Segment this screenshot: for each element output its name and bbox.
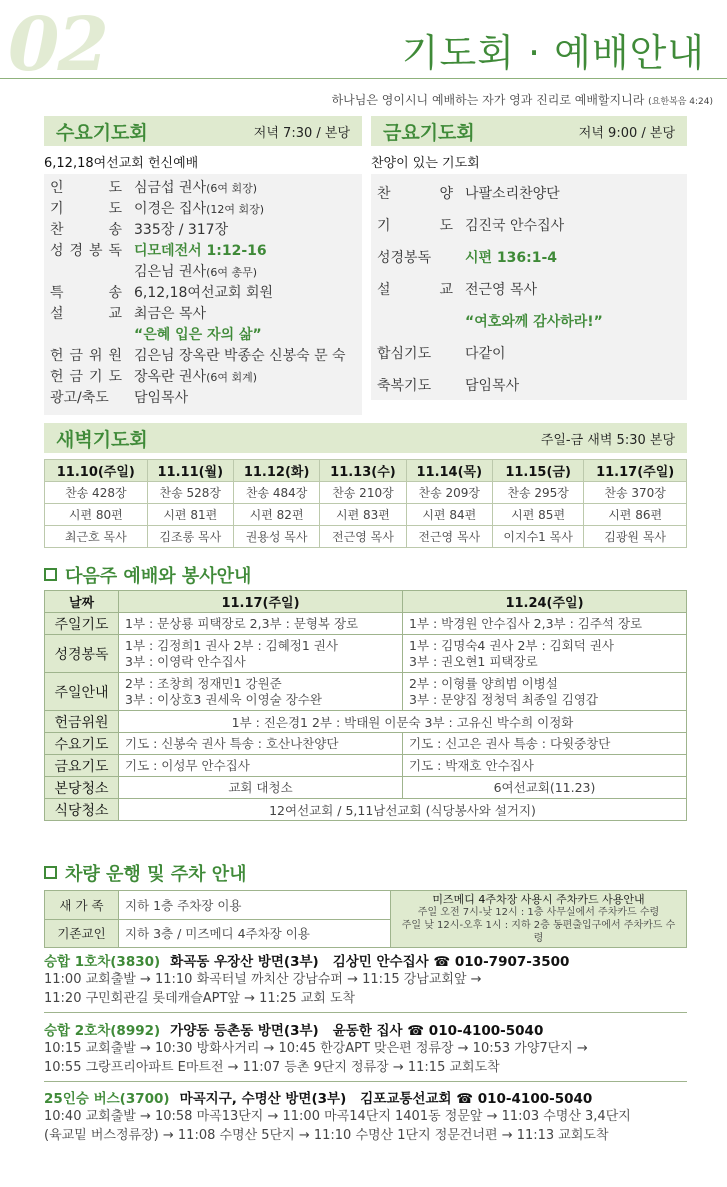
dawn-psalm: 시편 84편	[406, 504, 492, 526]
dawn-header	[44, 423, 687, 453]
label-char: 도	[108, 369, 122, 385]
label-char: 송	[108, 222, 122, 238]
label-char: 축복기도	[377, 378, 432, 394]
label-char: 교	[439, 282, 453, 298]
friday-row-value	[465, 210, 679, 242]
next-week-row-label: 주일기도	[45, 613, 119, 635]
value-note: (6여 회계)	[206, 371, 258, 384]
label-char: 설	[50, 306, 64, 322]
bus-driver-contact: 윤동한 집사 ☎ 010-4100-5040	[332, 1023, 544, 1039]
friday-row	[377, 338, 679, 370]
next-week-row	[45, 613, 687, 635]
dawn-leader: 김조롱 목사	[147, 526, 233, 548]
dawn-day: 11.10(주일)	[45, 460, 148, 482]
label-char: 금	[69, 348, 84, 364]
title-divider	[0, 78, 727, 79]
dawn-day: 11.15(금)	[492, 460, 583, 482]
wednesday-program	[44, 174, 362, 415]
wednesday-row	[50, 325, 354, 346]
label-char: 성	[50, 243, 64, 259]
friday-row-value	[465, 274, 679, 306]
wednesday-row	[50, 388, 354, 409]
value-note: (6여 회장)	[206, 182, 258, 195]
next-week-row	[45, 799, 687, 821]
dawn-hymn: 찬송 528장	[147, 482, 233, 504]
next-week-cell-b	[403, 613, 687, 635]
dawn-psalm: 시편 83편	[320, 504, 406, 526]
bus-route	[44, 950, 687, 1013]
next-week-row-label: 식당청소	[45, 799, 119, 821]
cell-line: 6여선교회(11.23)	[493, 779, 596, 795]
next-week-cell-b	[403, 733, 687, 755]
friday-title: 금요기도회	[383, 121, 475, 144]
dawn-time: 주일-금 새벽 5:30 본당	[540, 432, 675, 448]
friday-row	[377, 370, 679, 402]
next-week-merged-cell: 1부 : 진은경1 2부 : 박태원 이문숙 3부 : 고유신 박수희 이정화	[119, 711, 687, 733]
parking-label: 새 가 족	[45, 891, 119, 920]
wednesday-row-value	[134, 325, 354, 346]
next-week-cell-b	[403, 673, 687, 711]
friday-row-label	[377, 306, 465, 338]
label-char: 위	[88, 348, 103, 364]
parking-heading-text: 차량 운행 및 주차 안내	[65, 864, 247, 885]
friday-row-label	[377, 178, 465, 210]
next-week-heading-text: 다음주 예배와 봉사안내	[65, 566, 252, 587]
wednesday-row-label	[50, 199, 134, 220]
bus-route-header	[44, 950, 687, 970]
next-week-merged-cell: 12여선교회 / 5,11남선교회 (식당봉사와 설거지)	[119, 799, 687, 821]
next-week-cell-b	[403, 777, 687, 799]
label-char: 성경봉독	[377, 250, 432, 266]
dawn-psalm: 시편 81편	[147, 504, 233, 526]
parking-value: 지하 1층 주차장 이용	[119, 891, 391, 920]
label-char: 기	[50, 201, 64, 217]
next-week-row	[45, 777, 687, 799]
bus-name: 승합 2호차(8992)	[44, 1023, 161, 1039]
friday-row-value	[465, 338, 679, 370]
value-text: “여호와께 감사하라!”	[465, 314, 603, 330]
wednesday-row-value	[134, 241, 354, 262]
bus-driver-contact: 김상민 안수집사 ☎ 010-7907-3500	[332, 954, 570, 970]
next-week-row	[45, 755, 687, 777]
dawn-day: 11.12(화)	[233, 460, 319, 482]
wednesday-row-label	[50, 241, 134, 262]
wednesday-service	[44, 116, 362, 415]
value-text: 6,12,18여선교회 회원	[134, 285, 274, 301]
wednesday-row-label	[50, 325, 134, 346]
parking-card-note	[391, 891, 687, 948]
parking-heading	[44, 860, 247, 886]
wednesday-row-value	[134, 262, 354, 283]
checkbox-square-icon	[44, 866, 57, 879]
parking-note-title: 미즈메디 4주차장 사용시 주차카드 사용안내	[432, 893, 645, 906]
next-week-cell-b	[403, 635, 687, 673]
wednesday-subtitle: 6,12,18여선교회 헌신예배	[44, 156, 199, 171]
value-text: “은혜 입은 자의 삶”	[134, 327, 262, 343]
dawn-psalm: 시편 85편	[492, 504, 583, 526]
bus-route-header	[44, 1019, 687, 1039]
next-week-row-label: 금요기도	[45, 755, 119, 777]
friday-row	[377, 178, 679, 210]
parking-value: 지하 3층 / 미즈메디 4주차장 이용	[119, 919, 391, 948]
verse-reference: (요한복음 4:24)	[648, 97, 713, 107]
label-char: 원	[108, 348, 122, 364]
label-char: 광고/축도	[50, 390, 109, 406]
wednesday-row	[50, 304, 354, 325]
parking-note-line: 주일 오전 7시-낮 12시 : 1층 사무실에서 주차카드 수령	[417, 907, 660, 918]
wednesday-row-value	[134, 220, 354, 241]
friday-row-value	[465, 306, 679, 338]
wednesday-row-value	[134, 178, 354, 199]
wednesday-row-value	[134, 304, 354, 325]
cell-line: 교회 대청소	[228, 779, 293, 795]
wednesday-row	[50, 283, 354, 304]
next-week-row	[45, 711, 687, 733]
bus-schedule-line: (육교밑 버스정류장) → 11:08 수명산 5단지 → 11:10 수명산 1단지 정문건너편 → 11:13 교회도착	[44, 1128, 609, 1143]
next-week-cell-a	[119, 673, 403, 711]
value-text: 다같이	[465, 346, 506, 362]
cell-line: 3부 : 권오현1 피택장로	[409, 653, 538, 669]
value-text: 김은님 장옥란 박종순 신봉숙 문 숙	[134, 348, 346, 364]
label-char: 경	[69, 243, 84, 259]
label-char: 기	[88, 369, 103, 385]
friday-header	[371, 116, 687, 146]
dawn-hymn: 찬송 484장	[233, 482, 319, 504]
wednesday-row	[50, 220, 354, 241]
parking-note-line: 주일 낮 12시-오후 1시 : 지하 2층 동편출입구에서 주차카드 수령	[401, 920, 676, 944]
wednesday-row-value	[134, 199, 354, 220]
label-char: 특	[50, 285, 64, 301]
friday-service	[371, 116, 687, 400]
label-char: 송	[108, 285, 122, 301]
friday-row	[377, 274, 679, 306]
wednesday-row-value	[134, 346, 354, 367]
dawn-leader: 김광원 목사	[584, 526, 687, 548]
value-text: 335장 / 317장	[134, 222, 229, 238]
next-week-row	[45, 635, 687, 673]
wednesday-row	[50, 241, 354, 262]
bus-schedule-line: 11:20 구민회관길 롯데캐슬APT앞 → 11:25 교회 도착	[44, 991, 356, 1006]
friday-row-value	[465, 242, 679, 274]
value-text: 담임목사	[134, 390, 189, 406]
next-week-col-a: 11.17(주일)	[119, 591, 403, 613]
value-text: 시편 136:1-4	[465, 250, 558, 266]
cell-line: 2부 : 이형률 양희범 이병설	[409, 675, 558, 691]
friday-row-label	[377, 338, 465, 370]
value-note: (6여 총무)	[206, 266, 258, 279]
cell-line: 기도 : 신봉숙 권사 특송 : 호산나찬양단	[125, 735, 339, 751]
dawn-leader: 이지수1 목사	[492, 526, 583, 548]
wednesday-row-value	[134, 367, 354, 388]
next-week-col-date: 날짜	[45, 591, 119, 613]
wednesday-row	[50, 199, 354, 220]
cell-line: 1부 : 문상룡 피택장로 2,3부 : 문형복 장로	[125, 615, 359, 631]
dawn-hymn: 찬송 370장	[584, 482, 687, 504]
dawn-psalm: 시편 86편	[584, 504, 687, 526]
friday-time: 저녁 9:00 / 본당	[578, 125, 675, 141]
value-text: 장옥란 권사	[134, 369, 207, 385]
next-week-cell-a	[119, 755, 403, 777]
label-char: 도	[439, 218, 453, 234]
next-week-row	[45, 673, 687, 711]
next-week-row-label: 성경봉독	[45, 635, 119, 673]
checkbox-square-icon	[44, 568, 57, 581]
wednesday-row-label	[50, 346, 134, 367]
dawn-psalm: 시편 80편	[45, 504, 148, 526]
friday-row-value	[465, 370, 679, 402]
dawn-leader: 전근영 목사	[320, 526, 406, 548]
next-week-cell-a	[119, 733, 403, 755]
label-char: 찬	[377, 186, 391, 202]
bus-schedule-line: 10:40 교회출발 → 10:58 마곡13단지 → 11:00 마곡14단지 1401동 정문앞 → 11:03 수명산 3,4단지	[44, 1109, 631, 1124]
next-week-row	[45, 733, 687, 755]
wednesday-row-label	[50, 388, 134, 409]
cell-line: 기도 : 박재호 안수집사	[409, 757, 534, 773]
friday-row	[377, 242, 679, 274]
cell-line: 3부 : 문양집 정청덕 최종일 김영갑	[409, 691, 599, 707]
wednesday-row-value	[134, 388, 354, 409]
value-text: 최금은 목사	[134, 306, 207, 322]
friday-subtitle: 찬양이 있는 기도회	[371, 156, 480, 171]
dawn-hymn: 찬송 428장	[45, 482, 148, 504]
wednesday-row	[50, 262, 354, 283]
wednesday-row-label	[50, 178, 134, 199]
friday-row	[377, 210, 679, 242]
wednesday-row	[50, 346, 354, 367]
dawn-hymn: 찬송 295장	[492, 482, 583, 504]
scripture-verse	[332, 91, 713, 108]
dawn-leader: 최근호 목사	[45, 526, 148, 548]
bus-driver-contact: 김포교통선교회 ☎ 010-4100-5040	[360, 1091, 593, 1107]
friday-row-label	[377, 210, 465, 242]
dawn-psalm: 시편 82편	[233, 504, 319, 526]
next-week-table	[44, 590, 687, 821]
next-week-cell-a	[119, 777, 403, 799]
wednesday-row	[50, 367, 354, 388]
wednesday-time: 저녁 7:30 / 본당	[253, 125, 350, 141]
label-char: 기	[377, 218, 391, 234]
bus-schedule-line: 10:55 그랑프리아파트 E마트전 → 11:07 등촌 9단지 정류장 → 11:15 교회도착	[44, 1060, 500, 1075]
next-week-row-label: 주일안내	[45, 673, 119, 711]
label-char: 도	[108, 180, 122, 196]
dawn-hymn: 찬송 210장	[320, 482, 406, 504]
label-char: 헌	[50, 348, 64, 364]
next-week-cell-a	[119, 613, 403, 635]
wednesday-row-value	[134, 283, 354, 304]
value-text: 이경은 집사	[134, 201, 207, 217]
bus-area: 가양동 등촌동 방면(3부)	[170, 1023, 319, 1039]
wednesday-row-label	[50, 220, 134, 241]
page-number: 02	[8, 2, 107, 88]
dawn-day: 11.11(월)	[147, 460, 233, 482]
next-week-row-label: 헌금위원	[45, 711, 119, 733]
parking-label: 기존교인	[45, 919, 119, 948]
value-note: (12여 회장)	[206, 203, 265, 216]
value-text: 전근영 목사	[465, 282, 538, 298]
label-char: 합심기도	[377, 346, 432, 362]
wednesday-row	[50, 178, 354, 199]
dawn-day: 11.14(목)	[406, 460, 492, 482]
cell-line: 기도 : 이성무 안수집사	[125, 757, 250, 773]
wednesday-header	[44, 116, 362, 146]
cell-line: 1부 : 박경원 안수집사 2,3부 : 김주석 장로	[409, 615, 643, 631]
wednesday-row-label	[50, 283, 134, 304]
bus-schedule-line: 11:00 교회출발 → 11:10 화곡터널 까치산 강남슈퍼 → 11:15 강남교회앞 →	[44, 972, 482, 987]
label-char: 헌	[50, 369, 64, 385]
value-text: 디모데전서 1:12-16	[134, 243, 267, 259]
dawn-day: 11.17(주일)	[584, 460, 687, 482]
dawn-title: 새벽기도회	[56, 428, 148, 451]
label-char: 찬	[50, 222, 64, 238]
bus-area: 화곡동 우장산 방면(3부)	[170, 954, 319, 970]
dawn-schedule-table	[44, 459, 687, 548]
value-text: 김은님 권사	[134, 264, 207, 280]
label-char: 봉	[88, 243, 103, 259]
next-week-row-label: 본당청소	[45, 777, 119, 799]
wednesday-row-label	[50, 262, 134, 283]
cell-line: 1부 : 김정희1 권사 2부 : 김혜정1 권사	[125, 637, 338, 653]
bus-name: 25인승 버스(3700)	[44, 1091, 170, 1107]
cell-line: 2부 : 조창희 정재민1 강원준	[125, 675, 282, 691]
label-char: 금	[69, 369, 84, 385]
friday-row-label	[377, 274, 465, 306]
friday-row-label	[377, 370, 465, 402]
cell-line: 3부 : 이영락 안수집사	[125, 653, 246, 669]
verse-text: 하나님은 영이시니 예배하는 자가 영과 진리로 예배할지니라	[331, 93, 645, 107]
wednesday-row-label	[50, 367, 134, 388]
bus-route	[44, 1019, 687, 1082]
label-char: 설	[377, 282, 391, 298]
parking-table	[44, 890, 687, 948]
next-week-row-label: 수요기도	[45, 733, 119, 755]
cell-line: 3부 : 이상호3 권세욱 이영술 장수완	[125, 691, 322, 707]
bus-schedule-line: 10:15 교회출발 → 10:30 방화사거리 → 10:45 한강APT 맞은편 정류장 → 10:53 가양7단지 →	[44, 1041, 588, 1056]
friday-program	[371, 174, 687, 400]
dawn-leader: 권용성 목사	[233, 526, 319, 548]
friday-row-label	[377, 242, 465, 274]
dawn-hymn: 찬송 209장	[406, 482, 492, 504]
cell-line: 1부 : 김명숙4 권사 2부 : 김회덕 권사	[409, 637, 614, 653]
value-text: 김진국 안수집사	[465, 218, 565, 234]
label-char: 독	[108, 243, 122, 259]
label-char: 도	[108, 201, 122, 217]
bus-name: 승합 1호차(3830)	[44, 954, 161, 970]
label-char: 양	[439, 186, 453, 202]
friday-row-value	[465, 178, 679, 210]
value-text: 나팔소리찬양단	[465, 186, 560, 202]
value-text: 담임목사	[465, 378, 520, 394]
label-char: 교	[108, 306, 122, 322]
next-week-heading	[44, 562, 251, 588]
page-title: 기도회 · 예배안내	[401, 31, 705, 75]
dawn-leader: 전근영 목사	[406, 526, 492, 548]
wednesday-title: 수요기도회	[56, 121, 148, 144]
next-week-cell-b	[403, 755, 687, 777]
bus-area: 마곡지구, 수명산 방면(3부)	[179, 1091, 347, 1107]
label-char: 인	[50, 180, 64, 196]
friday-row	[377, 306, 679, 338]
bus-route	[44, 1087, 687, 1149]
bus-route-header	[44, 1087, 687, 1107]
next-week-cell-a	[119, 635, 403, 673]
wednesday-row-label	[50, 304, 134, 325]
value-text: 심금섭 권사	[134, 180, 207, 196]
next-week-col-b: 11.24(주일)	[403, 591, 687, 613]
dawn-day: 11.13(수)	[320, 460, 406, 482]
dawn-prayer	[44, 423, 687, 548]
cell-line: 기도 : 신고은 권사 특송 : 다윗중창단	[409, 735, 611, 751]
